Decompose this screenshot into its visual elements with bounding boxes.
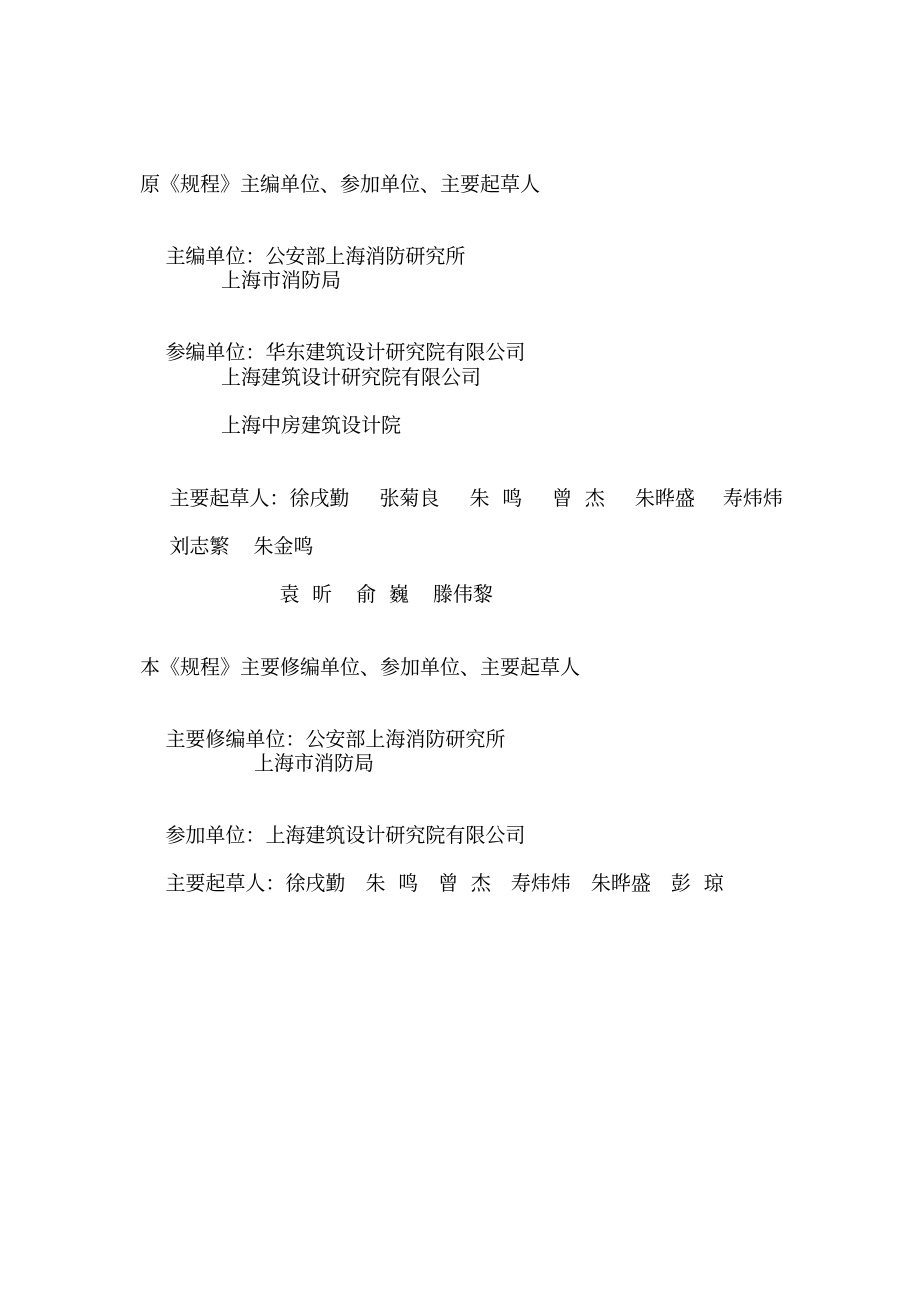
revised-chief-editor-1: 公安部上海消防研究所 <box>305 727 506 751</box>
drafter-name: 刘志繁 <box>169 534 230 558</box>
drafter-name: 曾 杰 <box>552 486 605 510</box>
drafter-name: 袁 昕 <box>279 582 333 606</box>
drafter-name: 朱晔盛 <box>590 871 651 895</box>
drafter-name: 朱晔盛 <box>634 486 695 510</box>
drafter-name: 徐戌勤 <box>289 486 350 510</box>
original-chief-editor-label: 主编单位： <box>165 244 266 268</box>
drafter-name: 朱 鸣 <box>469 486 523 510</box>
original-drafters-label: 主要起草人： <box>169 486 290 510</box>
revised-drafters-label: 主要起草人： <box>165 871 286 895</box>
drafter-name: 俞 巍 <box>356 582 409 606</box>
revised-chief-editor-2: 上海市消防局 <box>254 751 374 775</box>
original-chief-editor-1: 公安部上海消防研究所 <box>265 244 466 268</box>
drafter-name: 张菊良 <box>379 486 440 510</box>
drafter-name: 曾 杰 <box>438 871 491 895</box>
original-participant-1: 华东建筑设计研究院有限公司 <box>265 340 526 364</box>
revised-chief-editor-label: 主要修编单位： <box>165 727 306 751</box>
revised-participants-label: 参加单位： <box>165 823 266 847</box>
revised-heading: 本《规程》主要修编单位、参加单位、主要起草人 <box>140 655 580 679</box>
drafter-name: 朱金鸣 <box>253 534 314 558</box>
drafter-name: 朱 鸣 <box>365 871 419 895</box>
revised-drafters-row <box>140 847 724 919</box>
original-drafters-row-3 <box>254 558 493 630</box>
drafter-name: 寿炜炜 <box>510 871 571 895</box>
drafter-name: 寿炜炜 <box>722 486 783 510</box>
original-participant-2: 上海建筑设计研究院有限公司 <box>221 365 481 389</box>
original-heading: 原《规程》主编单位、参加单位、主要起草人 <box>140 172 540 196</box>
revised-participant-1: 上海建筑设计研究院有限公司 <box>265 823 526 847</box>
original-participants-label: 参编单位： <box>165 340 266 364</box>
drafter-name: 滕伟黎 <box>432 582 493 606</box>
original-chief-editor-2: 上海市消防局 <box>221 268 341 292</box>
drafter-name: 徐戌勤 <box>285 871 346 895</box>
original-participant-3: 上海中房建筑设计院 <box>221 413 401 437</box>
drafter-name: 彭 琼 <box>670 871 724 895</box>
